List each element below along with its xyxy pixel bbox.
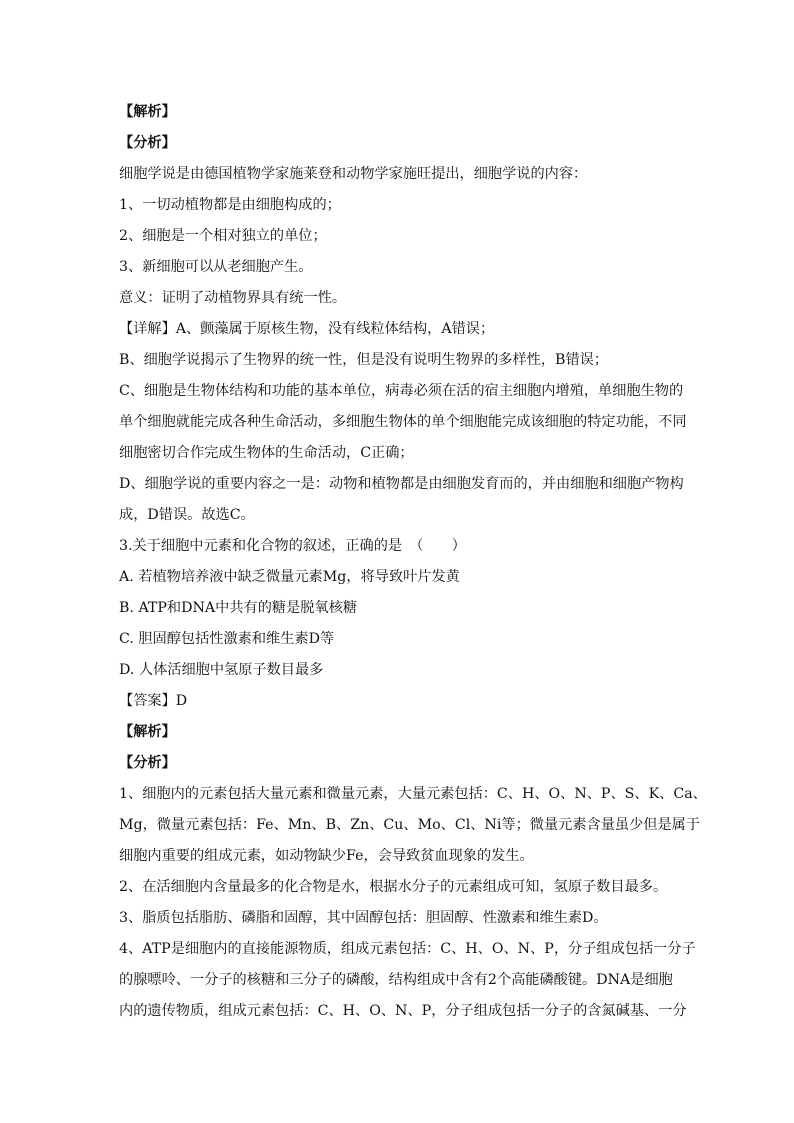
paragraph-line: 意义：证明了动植物界具有统一性。	[119, 290, 347, 306]
paragraph-line: 单个细胞就能完成各种生命活动，多细胞生物体的单个细胞能完成该细胞的特定功能，不同	[119, 414, 687, 430]
paragraph-line: 2、细胞是一个相对独立的单位；	[119, 228, 327, 244]
paragraph-line: C、细胞是生物体结构和功能的基本单位，病毒必须在活的宿主细胞内增殖，单细胞生物的	[119, 383, 684, 399]
paragraph-line: Mg，微量元素包括：Fe、Mn、B、Zn、Cu、Mo、Cl、Ni等；微量元素含量虽少但是属于	[119, 817, 701, 833]
paragraph-line: 3、新细胞可以从老细胞产生。	[119, 259, 313, 275]
section-heading-analysis: 【解析】	[119, 724, 176, 740]
paragraph-line: 细胞内重要的组成元素，如动物缺少Fe，会导致贫血现象的发生。	[119, 848, 534, 864]
option-a: A. 若植物培养液中缺乏微量元素Mg，将导致叶片发黄	[119, 569, 460, 585]
option-b: B. ATP和DNA中共有的糖是脱氧核糖	[119, 600, 358, 616]
paragraph-line: 内的遗传物质，组成元素包括：C、H、O、N、P，分子组成包括一分子的含氮碱基、一分	[119, 1003, 687, 1019]
section-heading-breakdown: 【分析】	[119, 755, 176, 771]
paragraph-line: 2、在活细胞内含量最多的化合物是水，根据水分子的元素组成可知，氢原子数目最多。	[119, 879, 668, 895]
paragraph-line: 1、细胞内的元素包括大量元素和微量元素，大量元素包括：C、H、O、N、P、S、K、Ca、	[119, 786, 707, 802]
answer-line: 【答案】D	[119, 693, 188, 709]
section-heading-breakdown: 【分析】	[119, 135, 176, 151]
paragraph-line: 细胞密切合作完成生物体的生命活动，C正确；	[119, 445, 414, 461]
option-c: C. 胆固醇包括性激素和维生素D等	[119, 631, 335, 647]
paragraph-line: B、细胞学说揭示了生物界的统一性，但是没有说明生物界的多样性，B错误；	[119, 352, 609, 368]
paragraph-line: 3、脂质包括脂肪、磷脂和固醇，其中固醇包括：胆固醇、性激素和维生素D。	[119, 910, 608, 926]
paragraph-line: D、细胞学说的重要内容之一是：动物和植物都是由细胞发育而的，并由细胞和细胞产物构	[119, 476, 684, 492]
paragraph-line: 细胞学说是由德国植物学家施莱登和动物学家施旺提出，细胞学说的内容：	[119, 166, 588, 182]
paragraph-line: 1、一切动植物都是由细胞构成的；	[119, 197, 341, 213]
paragraph-line: 成，D错误。故选C。	[119, 507, 255, 523]
detail-line: 【详解】A、颤藻属于原核生物，没有线粒体结构，A错误；	[119, 321, 495, 337]
option-d: D. 人体活细胞中氢原子数目最多	[119, 662, 324, 678]
question-stem: 3.关于细胞中元素和化合物的叙述，正确的是 （ ）	[119, 538, 466, 554]
paragraph-line: 4、ATP是细胞内的直接能源物质，组成元素包括：C、H、O、N、P，分子组成包括一分子	[119, 941, 696, 957]
section-heading-analysis: 【解析】	[119, 104, 176, 120]
paragraph-line: 的腺嘌呤、一分子的核糖和三分子的磷酸，结构组成中含有2个高能磷酸键。DNA是细胞	[119, 972, 673, 988]
